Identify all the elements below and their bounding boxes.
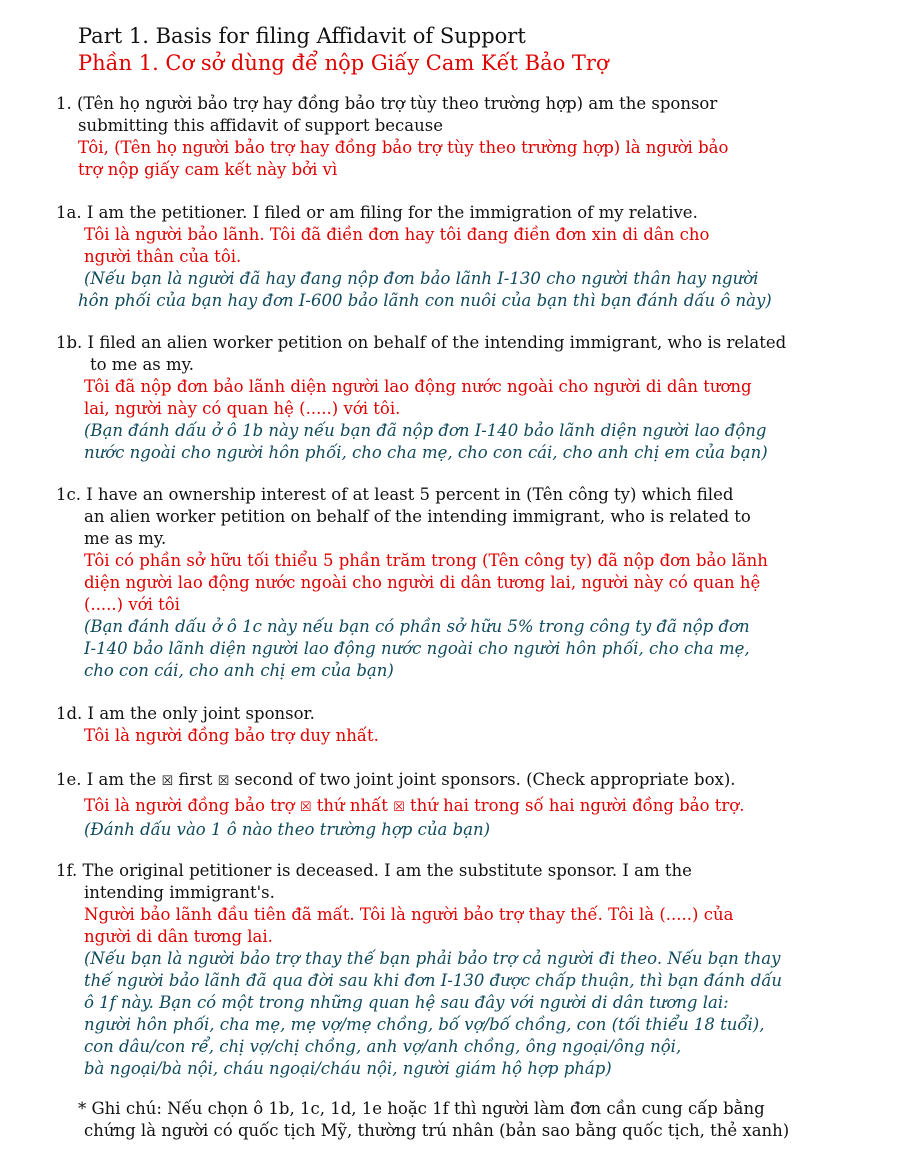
item-1e-en-text: 1e. I am the xyxy=(56,770,162,789)
item-1c-note-line: (Bạn đánh dấu ở ô 1c này nếu bạn có phần sở hữu 5% trong công ty đã nộp đơn xyxy=(84,617,750,636)
item-1e-en-text: second of two joint joint sponsors. (Check appropriate box). xyxy=(229,770,736,789)
footnote-line: chứng là người có quốc tịch Mỹ, thường trú nhân (bản sao bằng quốc tịch, thẻ xanh) xyxy=(84,1121,790,1140)
item-1a-note-line: hôn phối của bạn hay đơn I-600 bảo lãnh con nuôi của bạn thì bạn đánh dấu ô này) xyxy=(78,291,772,310)
item-1f-note-line: (Nếu bạn là người bảo trợ thay thế bạn phải bảo trợ cả người đi theo. Nếu bạn thay xyxy=(84,949,781,968)
item-1-vi-line: Tôi, (Tên họ người bảo trợ hay đồng bảo trợ tùy theo trường hợp) là người bảo xyxy=(78,138,729,157)
item-1f-vi-line: Người bảo lãnh đầu tiên đã mất. Tôi là người bảo trợ thay thế. Tôi là (.....) của xyxy=(84,905,734,924)
item-1b-en-line: 1b. I filed an alien worker petition on behalf of the intending immigrant, who is related xyxy=(56,333,787,352)
item-1a-en-line: 1a. I am the petitioner. I filed or am filing for the immigration of my relative. xyxy=(56,203,698,222)
checkbox-first[interactable]: ☒ xyxy=(161,774,174,789)
item-1 xyxy=(56,93,728,181)
item-1d-vi-line: Tôi là người đồng bảo trợ duy nhất. xyxy=(84,726,379,745)
item-1b-note-line: nước ngoài cho người hôn phối, cho cha mẹ, cho con cái, cho anh chị em của bạn) xyxy=(84,443,768,462)
item-1b-vi-line: Tôi đã nộp đơn bảo lãnh diện người lao động nước ngoài cho người di dân tương xyxy=(84,377,752,396)
item-1c-note-line: I-140 bảo lãnh diện người lao động nước ngoài cho người hôn phối, cho cha mẹ, xyxy=(84,639,750,658)
item-1e-vi-line xyxy=(56,795,744,819)
checkbox-second[interactable]: ☒ xyxy=(217,774,230,789)
item-1-en-line: 1. (Tên họ người bảo trợ hay đồng bảo trợ tùy theo trường hợp) am the sponsor xyxy=(56,94,718,113)
item-1c xyxy=(56,484,768,682)
item-1e-vi-text: thứ nhất xyxy=(311,796,394,815)
item-1c-vi-line: (.....) với tôi xyxy=(84,595,180,614)
item-1c-en-line: 1c. I have an ownership interest of at least 5 percent in (Tên công ty) which filed xyxy=(56,485,734,504)
item-1f-en-line: intending immigrant's. xyxy=(84,883,275,902)
item-1-en-line: submitting this affidavit of support because xyxy=(78,116,443,135)
footnote xyxy=(78,1098,789,1142)
item-1c-en-line: me as my. xyxy=(84,529,167,548)
item-1f-note-line: con dâu/con rể, chị vợ/chị chồng, anh vợ/anh chồng, ông ngoại/ông nội, xyxy=(84,1037,682,1056)
item-1c-vi-line: diện người lao động nước ngoài cho người di dân tương lai, người này có quan hệ xyxy=(84,573,761,592)
item-1a-note-line: (Nếu bạn là người đã hay đang nộp đơn bảo lãnh I-130 cho người thân hay người xyxy=(84,269,759,288)
item-1f-note-line: ô 1f này. Bạn có một trong những quan hệ sau đây với người di dân tương lai: xyxy=(84,993,729,1012)
item-1f xyxy=(56,860,782,1080)
item-1e-vi-text: Tôi là người đồng bảo trợ xyxy=(84,796,300,815)
item-1a-vi-line: người thân của tôi. xyxy=(84,247,242,266)
item-1f-en-line: 1f. The original petitioner is deceased. I am the substitute sponsor. I am the xyxy=(56,861,692,880)
item-1f-note-line: người hôn phối, cha mẹ, mẹ vợ/mẹ chồng, bố vợ/bố chồng, con (tối thiểu 18 tuổi), xyxy=(84,1015,765,1034)
item-1f-vi-line: người di dân tương lai. xyxy=(84,927,273,946)
item-1a xyxy=(56,202,772,312)
item-1c-vi-line: Tôi có phần sở hữu tối thiểu 5 phần trăm trong (Tên công ty) đã nộp đơn bảo lãnh xyxy=(84,551,768,570)
item-1f-note-line: bà ngoại/bà nội, cháu ngoại/cháu nội, người giám hộ hợp pháp) xyxy=(84,1059,612,1078)
title-vietnamese: Phần 1. Cơ sở dùng để nộp Giấy Cam Kết Bảo Trợ xyxy=(78,51,609,75)
item-1f-note-line: thế người bảo lãnh đã qua đời sau khi đơn I-130 được chấp thuận, thì bạn đánh dấu xyxy=(84,971,783,990)
item-1c-en-line: an alien worker petition on behalf of the intending immigrant, who is related to xyxy=(84,507,751,526)
checkbox-thu-hai[interactable]: ☒ xyxy=(393,800,405,815)
item-1d-en-line: 1d. I am the only joint sponsor. xyxy=(56,704,315,723)
item-1b xyxy=(56,332,786,464)
item-1b-note-line: (Bạn đánh dấu ở ô 1b này nếu bạn đã nộp đơn I-140 bảo lãnh diện người lao động xyxy=(84,421,767,440)
item-1b-en-line: to me as my. xyxy=(90,355,195,374)
item-1a-vi-line: Tôi là người bảo lãnh. Tôi đã điền đơn hay tôi đang điền đơn xin di dân cho xyxy=(84,225,710,244)
item-1e-note-line: (Đánh dấu vào 1 ô nào theo trường hợp của bạn) xyxy=(84,820,491,839)
item-1d xyxy=(56,703,379,747)
item-1b-vi-line: lai, người này có quan hệ (.....) với tôi. xyxy=(84,399,401,418)
footnote-line: * Ghi chú: Nếu chọn ô 1b, 1c, 1d, 1e hoặc 1f thì người làm đơn cần cung cấp bằng xyxy=(78,1099,765,1118)
item-1c-note-line: cho con cái, cho anh chị em của bạn) xyxy=(84,661,394,680)
item-1e xyxy=(56,769,744,841)
item-1e-vi-text: thứ hai trong số hai người đồng bảo trợ. xyxy=(404,796,745,815)
title-english: Part 1. Basis for filing Affidavit of Support xyxy=(78,24,526,48)
item-1-vi-line: trợ nộp giấy cam kết này bởi vì xyxy=(78,160,338,179)
item-1e-en-text: first xyxy=(173,770,218,789)
item-1e-en-line xyxy=(56,769,744,793)
checkbox-thu-nhat[interactable]: ☒ xyxy=(299,800,312,815)
